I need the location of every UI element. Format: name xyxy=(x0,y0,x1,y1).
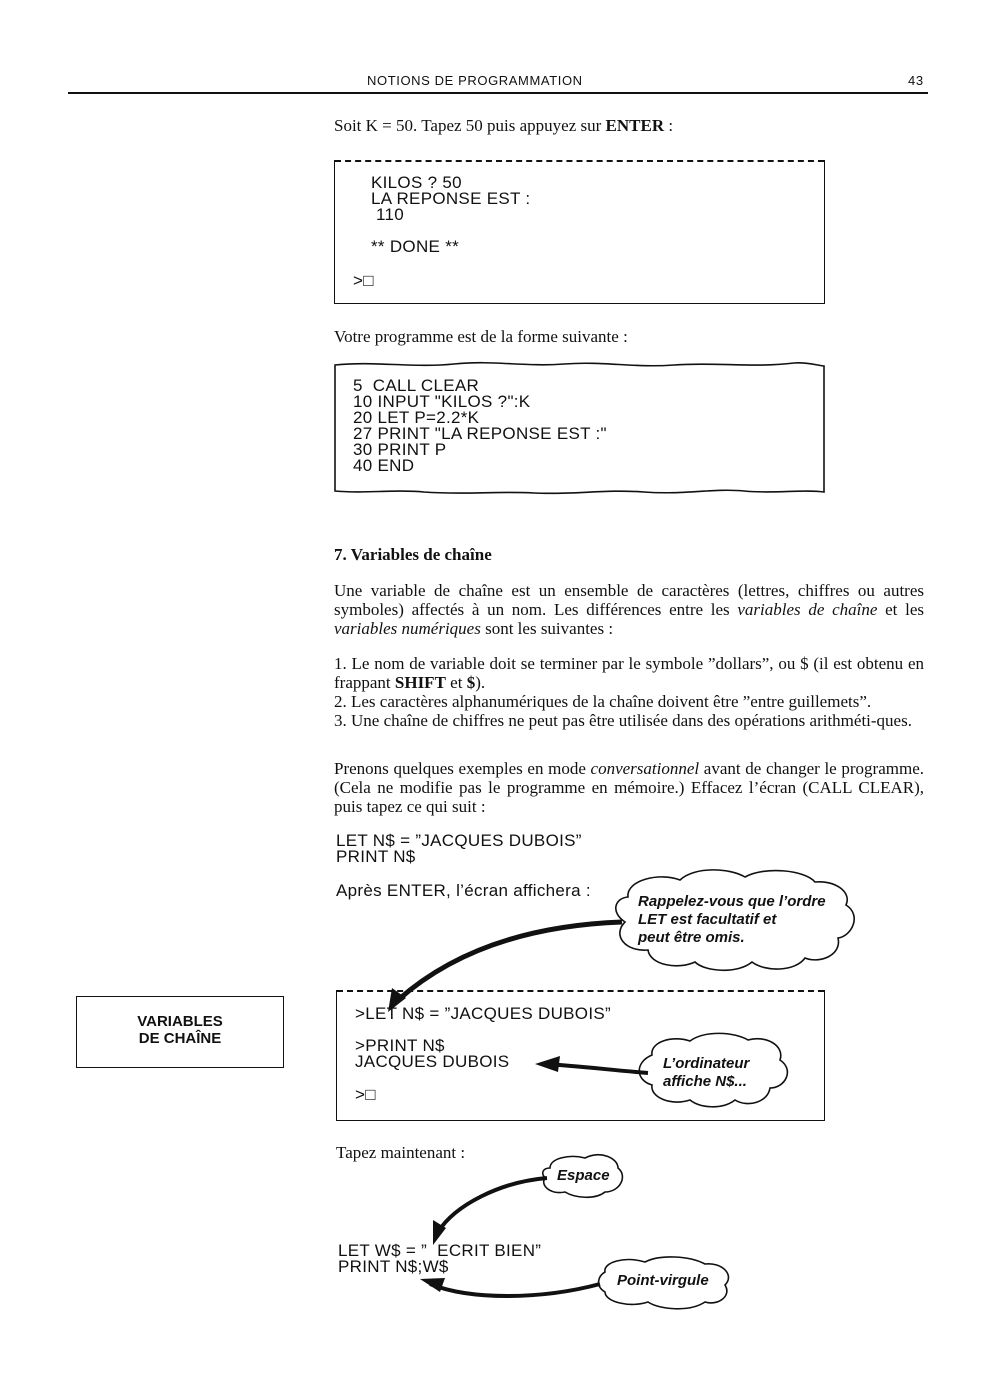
screen1-prompt: >□ xyxy=(353,271,374,290)
screen-output-2 xyxy=(336,990,825,1121)
intro-text: Soit K = 50. Tapez 50 puis appuyez sur xyxy=(334,116,606,135)
running-header-title: NOTIONS DE PROGRAMMATION xyxy=(367,73,583,88)
screen1-line: KILOS ? 50 xyxy=(371,173,462,192)
program-line: 40 END xyxy=(353,456,415,475)
screen2-line: >LET N$ = ”JACQUES DUBOIS” xyxy=(355,1004,611,1023)
arrow-note-3 xyxy=(438,1178,547,1232)
para1-text: Une variable de chaîne est un ensemble de caractères (lettres, chiffres ou autres symboles) affectés à un nom. Les différences entre les xyxy=(334,581,924,619)
list-item: 2. Les caractères alphanumériques de la chaîne doivent être ”entre guillemets”. xyxy=(334,692,872,711)
paragraph-examples: Prenons quelques exemples en mode conversationnel avant de changer le programme. (Cela ne modifie pas le programme en mémoire.) Effacez l’écran (CALL CLEAR), puis tapez ce qui suit : xyxy=(334,759,924,816)
list-item: 3. Une chaîne de chiffres ne peut pas être utilisée dans des opérations arithméti-ques. xyxy=(334,711,912,730)
code-line: PRINT N$;W$ xyxy=(338,1257,449,1276)
after-enter-caption: Après ENTER, l’écran affichera : xyxy=(336,881,591,900)
list-item: 1. Le nom de variable doit se terminer par le symbole ”dollars”, ou $ (il est obtenu en frappant SHIFT et $). xyxy=(334,654,924,692)
program-line: 10 INPUT "KILOS ?":K xyxy=(353,392,531,411)
program-line: 20 LET P=2.2*K xyxy=(353,408,480,427)
screen-dashed-top xyxy=(337,990,824,992)
type-now-caption: Tapez maintenant : xyxy=(336,1143,466,1162)
enter-key-label: ENTER xyxy=(605,116,665,135)
note-space: Espace xyxy=(557,1167,610,1184)
para2-em: conversationnel xyxy=(590,759,700,778)
screen1-line: ** DONE ** xyxy=(371,237,460,256)
section-title: 7. Variables de chaîne xyxy=(334,545,492,564)
para1-em-string: variables de chaîne xyxy=(737,600,878,619)
program-line: 30 PRINT P xyxy=(353,440,447,459)
shift-key-label: SHIFT xyxy=(394,673,446,692)
sidebar-line: DE CHAÎNE xyxy=(138,1030,222,1047)
screen2-line: JACQUES DUBOIS xyxy=(355,1052,510,1071)
program-line: 27 PRINT "LA REPONSE EST :" xyxy=(353,424,607,443)
screen1-line: 110 xyxy=(371,205,405,224)
program-line: 5 CALL CLEAR xyxy=(353,376,480,395)
page-number: 43 xyxy=(908,73,924,88)
sidebar-box xyxy=(76,996,284,1068)
code-line: PRINT N$ xyxy=(336,847,416,866)
code-example-2 xyxy=(338,1243,541,1275)
para1-text: sont les suivantes : xyxy=(480,619,614,638)
screen2-prompt: >□ xyxy=(355,1085,376,1104)
code-line: LET N$ = ”JACQUES DUBOIS” xyxy=(336,831,582,850)
code-line: LET W$ = ” ECRIT BIEN” xyxy=(338,1241,542,1260)
sidebar-line: VARIABLES xyxy=(137,1013,223,1030)
para1-text: et les xyxy=(877,600,924,619)
arrow-note-4 xyxy=(430,1284,600,1296)
note-let-optional: Rappelez-vous que l’ordre LET est facultatif et peut être omis. xyxy=(638,893,826,946)
note-semicolon: Point-virgule xyxy=(617,1272,709,1289)
intro-suffix: : xyxy=(664,116,674,135)
note-computer-shows: L’ordinateur affiche N$... xyxy=(663,1055,750,1090)
para1-em-numeric: variables numériques xyxy=(334,619,481,638)
program-intro: Votre programme est de la forme suivante : xyxy=(334,327,628,346)
screen2-line: >PRINT N$ xyxy=(355,1036,445,1055)
screen1-line: LA REPONSE EST : xyxy=(371,189,531,208)
dollar-key-label: $ xyxy=(466,673,476,692)
arrow-note-1 xyxy=(398,922,622,1000)
